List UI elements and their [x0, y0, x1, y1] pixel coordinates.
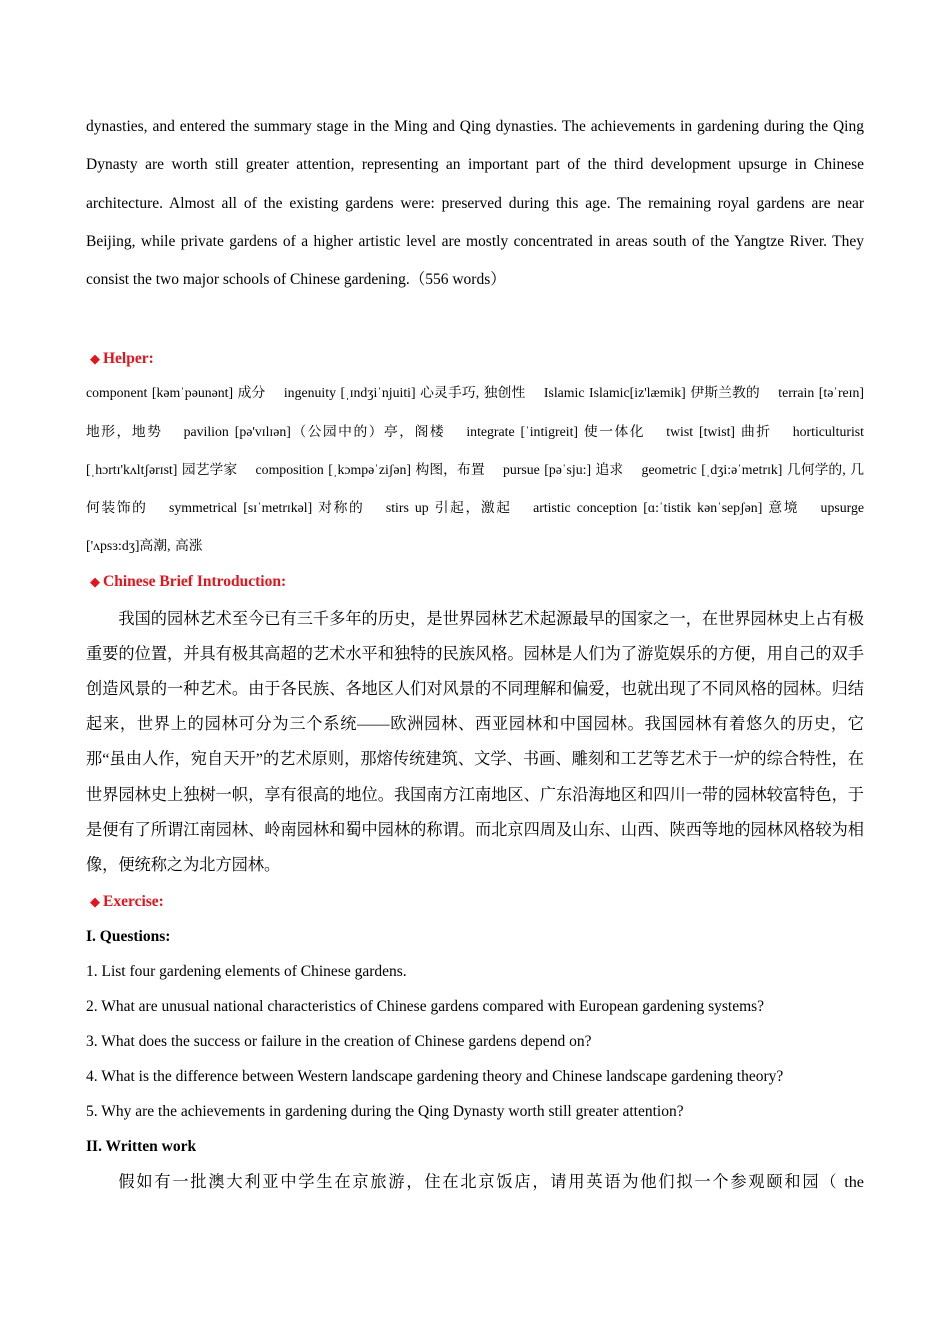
exercise-heading [86, 892, 864, 912]
questions-heading: I. Questions: [86, 928, 171, 946]
question-item: 3. What does the success or failure in the creation of Chinese gardens depend on? [86, 1033, 592, 1051]
chinese-intro-heading-text: Chinese Brief Introduction: [103, 572, 287, 590]
written-work-text: 假如有一批澳大利亚中学生在京旅游，住在北京饭店，请用英语为他们拟一个参观颐和园（ the [118, 1173, 864, 1192]
document-page [86, 108, 864, 1192]
diamond-bullet-icon: ◆ [90, 351, 100, 367]
question-item: 4. What is the difference between Western landscape gardening theory and Chinese landscape gardening theory? [86, 1068, 784, 1086]
diamond-bullet-icon: ◆ [90, 894, 100, 910]
written-work-heading: II. Written work [86, 1138, 197, 1156]
exercise-heading-text: Exercise: [103, 893, 164, 911]
question-item: 1. List four gardening elements of Chinese gardens. [86, 963, 407, 981]
chinese-intro-paragraph: 我国的园林艺术至今已有三千多年的历史，是世界园林艺术起源最早的国家之一，在世界园林史上占有极重要的位置，并具有极其高超的艺术水平和独特的民族风格。园林是人们为了游览娱乐的方便，用自己的双手创造风景的一种艺术。由于各民族、各地区人们对风景的不同理解和偏爱，也就出现了不同风格的园林。归结起来，世界上的园林可分为三个系统——欧洲园林、西亚园林和中国园林。我国园林有着悠久的历史，它那“虽由人作，宛自天开”的艺术原则，那熔传统建筑、文学、书画、雕刻和工艺等艺术于一炉的综合特性，在世界园林史上独树一帜，享有很高的地位。我国南方江南地区、广东沿海地区和四川一带的园林较富特色，于是便有了所谓江南园林、岭南园林和蜀中园林的称谓。而北京四周及山东、山西、陕西等地的园林风格较为相像，便统称之为北方园林。 [86, 609, 864, 874]
helper-heading [86, 349, 864, 369]
helper-heading-text: Helper: [103, 350, 154, 368]
chinese-intro-heading [86, 572, 864, 592]
diamond-bullet-icon: ◆ [90, 573, 100, 589]
helper-vocabulary: component [kəmˈpəunənt] 成分 ingenuity [ˌɪndʒiˈnjuiti] 心灵手巧, 独创性 Islamic Islamic[iz'læmik] 伊斯兰教的 terrain [təˈreɪn] 地形，地势 pavilion [pə'vɪlɪən]（公园中的）亭，阁楼 integrate [ˈintigreit] 使一体化 twist [twist] 曲折 horticulturist [ˌhɔrtɪ'kʌltʃərɪst] 园艺学家 composition [ˌkɔmpəˈziʃən] 构图，布置 pursue [pəˈsju:] 追求 geometric [ˌdʒi:əˈmetrɪk] 几何学的, 几何装饰的 symmetrical [sɪˈmetrɪkəl] 对称的 stirs up 引起，激起 artistic conception [ɑ:ˈtistik kənˈsepʃən] 意境 upsurge ['ʌpsɜ:dʒ]高潮, 高涨 [86, 385, 864, 554]
intro-paragraph: dynasties, and entered the summary stage in the Ming and Qing dynasties. The achievements in gardening during the Qing Dynasty are worth still greater attention, representing an important part of the third development upsurge in Chinese architecture. Almost all of the existing gardens were: preserved during this age. The remaining royal gardens are near Beijing, while private gardens of a higher artistic level are mostly concentrated in areas south of the Yangtze River. They consist the two major schools of Chinese gardening.（556 words） [86, 118, 864, 289]
question-item: 2. What are unusual national characteristics of Chinese gardens compared with European gardening systems? [86, 998, 765, 1016]
question-item: 5. Why are the achievements in gardening during the Qing Dynasty worth still greater attention? [86, 1103, 684, 1121]
